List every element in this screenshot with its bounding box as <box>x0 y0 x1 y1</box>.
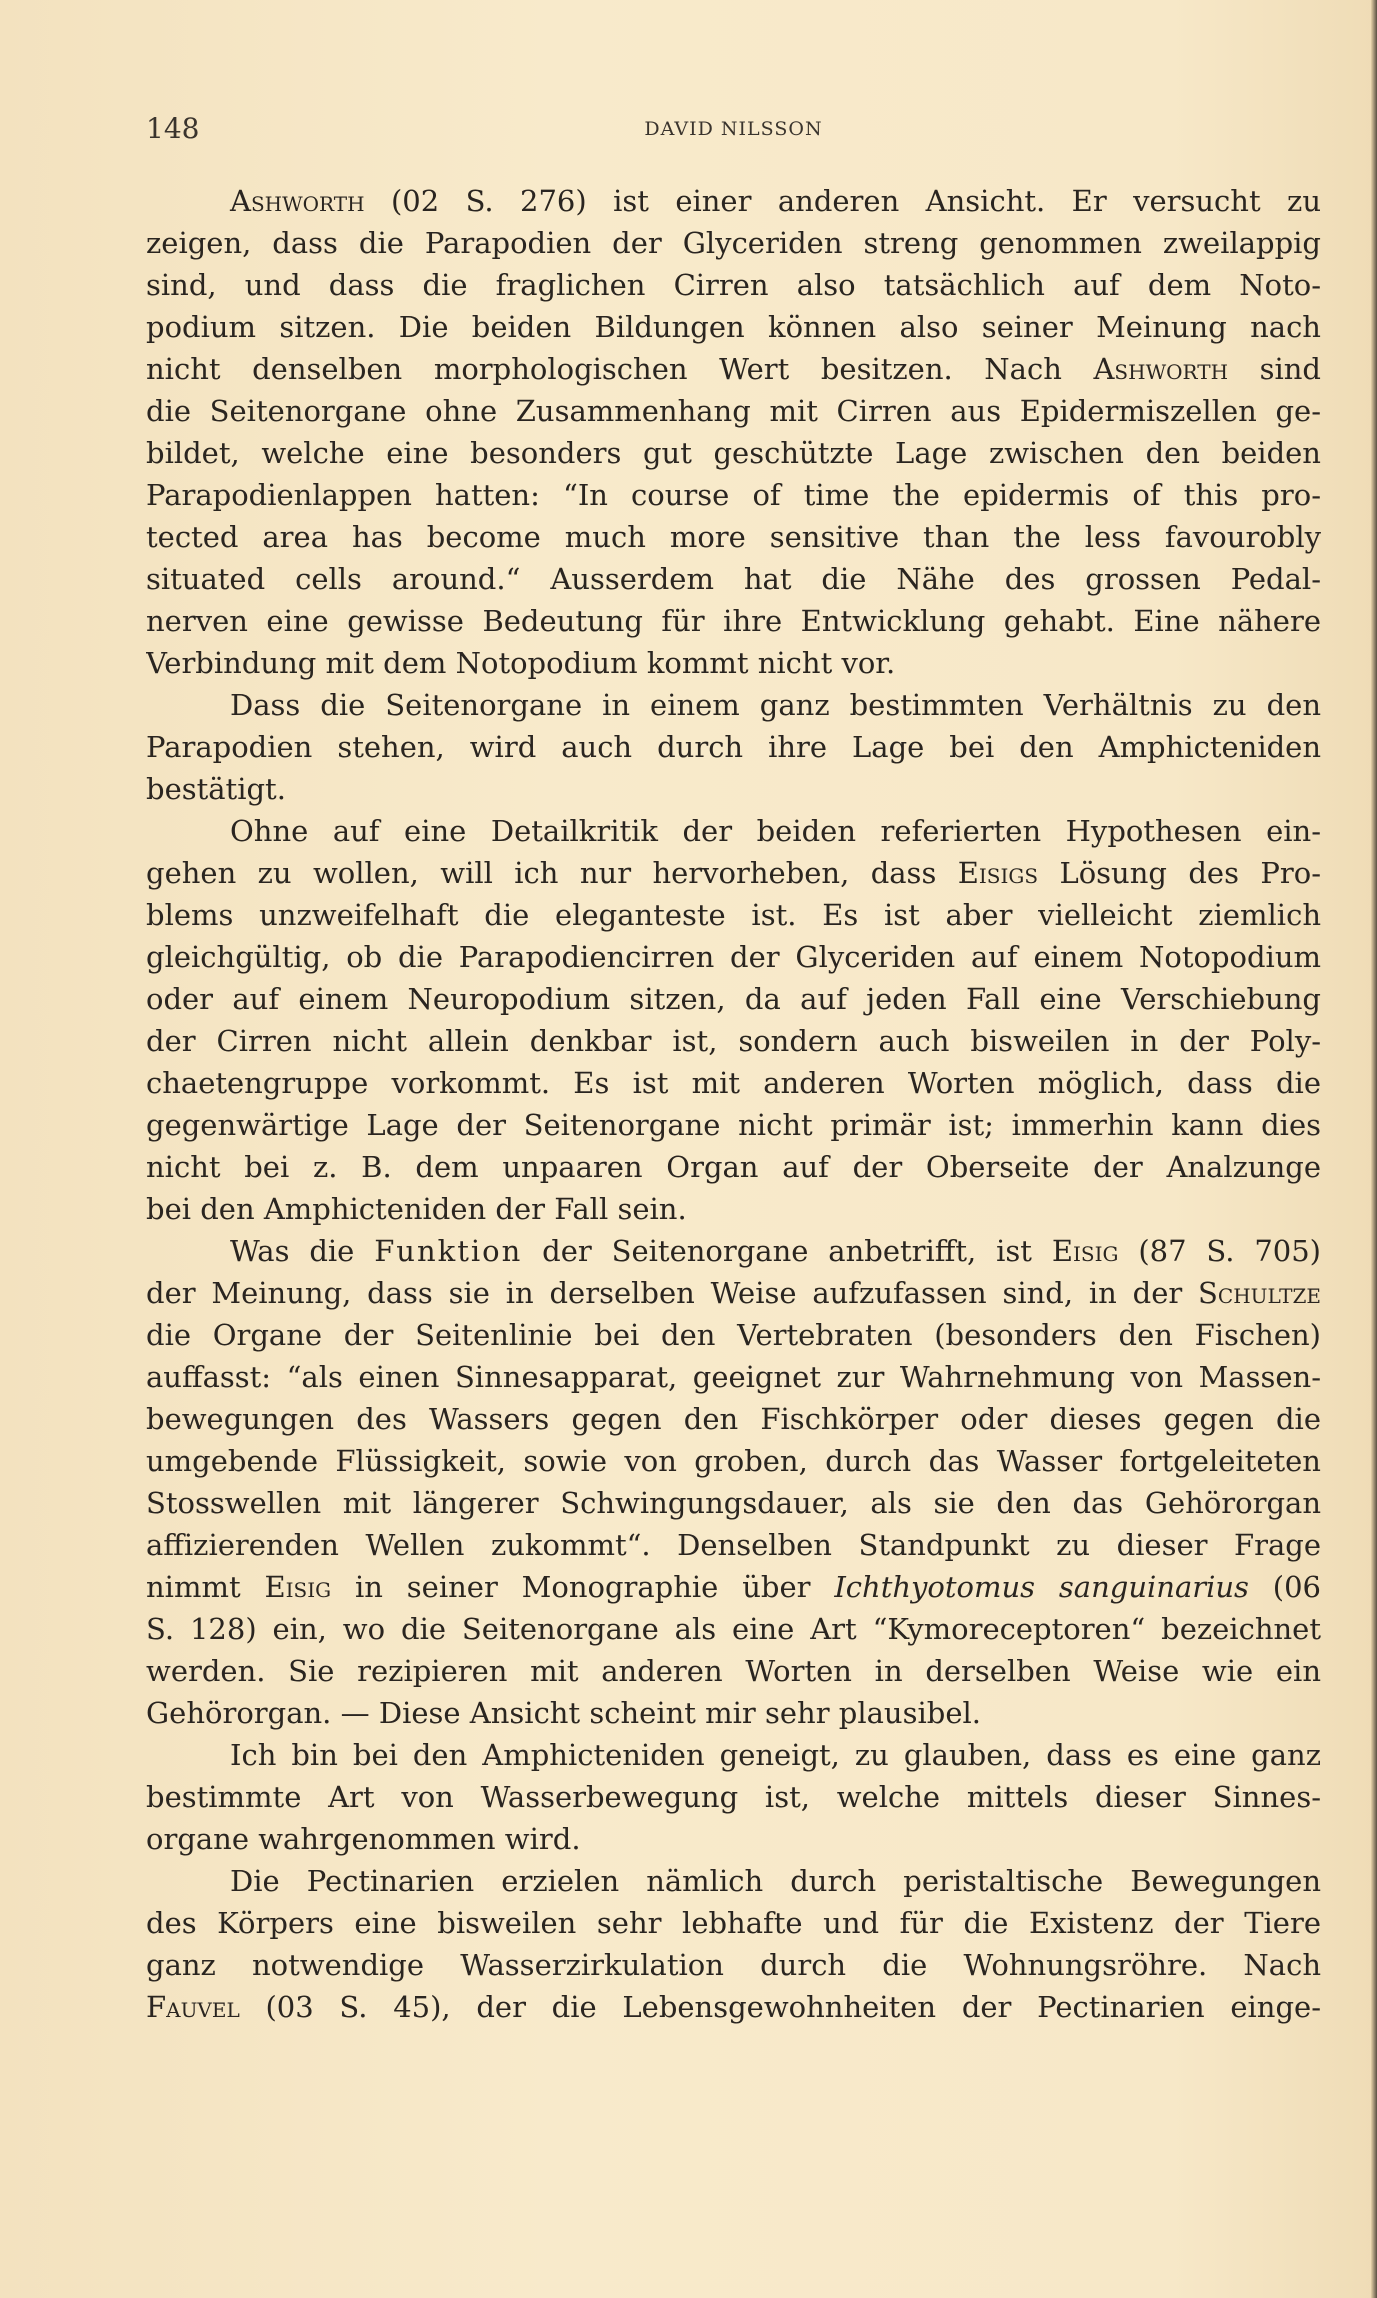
text-line: nicht denselben morphologischen Wert besitzen. Nach Ashworth sind <box>146 352 1321 386</box>
text-line: nicht bei z. B. dem unpaaren Organ auf der Oberseite der Analzunge <box>146 1150 1321 1184</box>
text-line: Fauvel (03 S. 45), der die Lebensgewohnheiten der Pectinarien einge- <box>146 1990 1321 2024</box>
emphasis-text: Funktion <box>374 1234 523 1268</box>
author-name: Eisigs <box>957 856 1039 890</box>
page-number: 148 <box>146 112 200 145</box>
text-line: der Cirren nicht allein denkbar ist, sondern auch bisweilen in der Poly- <box>146 1024 1321 1058</box>
text-line: blems unzweifelhaft die eleganteste ist. Es ist aber vielleicht ziemlich <box>146 898 1321 932</box>
text-line: gleichgültig, ob die Parapodiencirren der Glyceriden auf einem Notopodium <box>146 940 1321 974</box>
text-line: gegenwärtige Lage der Seitenorgane nicht primär ist; immerhin kann dies <box>146 1108 1321 1142</box>
text-line: Dass die Seitenorgane in einem ganz bestimmten Verhältnis zu den <box>230 688 1321 722</box>
text-line: werden. Sie rezipieren mit anderen Worten in derselben Weise wie ein <box>146 1654 1321 1688</box>
species-name: Ichthyotomus sanguinarius <box>834 1570 1249 1604</box>
text-line: situated cells around.“ Ausserdem hat die Nähe des grossen Pedal- <box>146 562 1321 596</box>
text-line: umgebende Flüssigkeit, sowie von groben, durch das Wasser fortgeleiteten <box>146 1444 1321 1478</box>
text-line: affizierenden Wellen zukommt“. Denselben Standpunkt zu dieser Frage <box>146 1528 1321 1562</box>
text-line: ganz notwendige Wasserzirkulation durch die Wohnungsröhre. Nach <box>146 1948 1321 1982</box>
text-line: Parapodienlappen hatten: “In course of time the epidermis of this pro- <box>146 478 1321 512</box>
text-line: Stosswellen mit längerer Schwingungsdauer, als sie den das Gehörorgan <box>146 1486 1321 1520</box>
text-line: Parapodien stehen, wird auch durch ihre Lage bei den Amphicteniden <box>146 730 1321 764</box>
text-line: nimmt Eisig in seiner Monographie über Ichthyotomus sanguinarius (06 <box>146 1570 1321 1604</box>
text-line: bewegungen des Wassers gegen den Fischkörper oder dieses gegen die <box>146 1402 1321 1436</box>
author-name: Fauvel <box>146 1990 240 2024</box>
page-edge <box>1371 0 1377 2298</box>
text-line: bei den Amphicteniden der Fall sein. <box>146 1192 687 1226</box>
text-line: Die Pectinarien erzielen nämlich durch peristaltische Bewegungen <box>230 1864 1321 1898</box>
text-line: der Meinung, dass sie in derselben Weise aufzufassen sind, in der Schultze <box>146 1276 1321 1310</box>
text-line: zeigen, dass die Parapodien der Glyceriden streng genommen zweilappig <box>146 226 1321 260</box>
running-head: DAVID NILSSON <box>644 118 823 140</box>
text-line: Was die Funktion der Seitenorgane anbetrifft, ist Eisig (87 S. 705) <box>230 1234 1321 1268</box>
text-line: Ohne auf eine Detailkritik der beiden referierten Hypothesen ein- <box>230 814 1321 848</box>
text-line: tected area has become much more sensitive than the less favourobly <box>146 520 1321 554</box>
text-line: des Körpers eine bisweilen sehr lebhafte und für die Existenz der Tiere <box>146 1906 1321 1940</box>
text-line: podium sitzen. Die beiden Bildungen können also seiner Meinung nach <box>146 310 1321 344</box>
text-line: Verbindung mit dem Notopodium kommt nicht vor. <box>146 646 896 680</box>
author-name: Schultze <box>1198 1276 1321 1310</box>
text-line: gehen zu wollen, will ich nur hervorheben, dass Eisigs Lösung des Pro- <box>146 856 1321 890</box>
body-text <box>146 180 1321 2028</box>
text-line: chaetengruppe vorkommt. Es ist mit anderen Worten möglich, dass die <box>146 1066 1321 1100</box>
text-line: Ashworth (02 S. 276) ist einer anderen Ansicht. Er versucht zu <box>230 184 1321 218</box>
text-line: Gehörorgan. — Diese Ansicht scheint mir sehr plausibel. <box>146 1696 981 1730</box>
author-name: Ashworth <box>1093 352 1229 386</box>
text-line: nerven eine gewisse Bedeutung für ihre Entwicklung gehabt. Eine nähere <box>146 604 1321 638</box>
text-line: bestätigt. <box>146 772 286 806</box>
text-line: sind, und dass die fraglichen Cirren also tatsächlich auf dem Noto- <box>146 268 1321 302</box>
text-line: auffasst: “als einen Sinnesapparat, geeignet zur Wahrnehmung von Massen- <box>146 1360 1321 1394</box>
text-line: bestimmte Art von Wasserbewegung ist, welche mittels dieser Sinnes- <box>146 1780 1321 1814</box>
author-name: Eisig <box>1051 1234 1119 1268</box>
author-name: Eisig <box>264 1570 332 1604</box>
author-name: Ashworth <box>230 184 365 218</box>
text-line: Ich bin bei den Amphicteniden geneigt, zu glauben, dass es eine ganz <box>230 1738 1321 1772</box>
text-line: oder auf einem Neuropodium sitzen, da auf jeden Fall eine Verschiebung <box>146 982 1321 1016</box>
page-header <box>146 112 1321 152</box>
text-line: S. 128) ein, wo die Seitenorgane als eine Art “Kymoreceptoren“ bezeichnet <box>146 1612 1321 1646</box>
text-line: die Seitenorgane ohne Zusammenhang mit Cirren aus Epidermiszellen ge- <box>146 394 1321 428</box>
text-line: organe wahrgenommen wird. <box>146 1822 581 1856</box>
text-line: bildet, welche eine besonders gut geschützte Lage zwischen den beiden <box>146 436 1321 470</box>
text-line: die Organe der Seitenlinie bei den Vertebraten (besonders den Fischen) <box>146 1318 1321 1352</box>
